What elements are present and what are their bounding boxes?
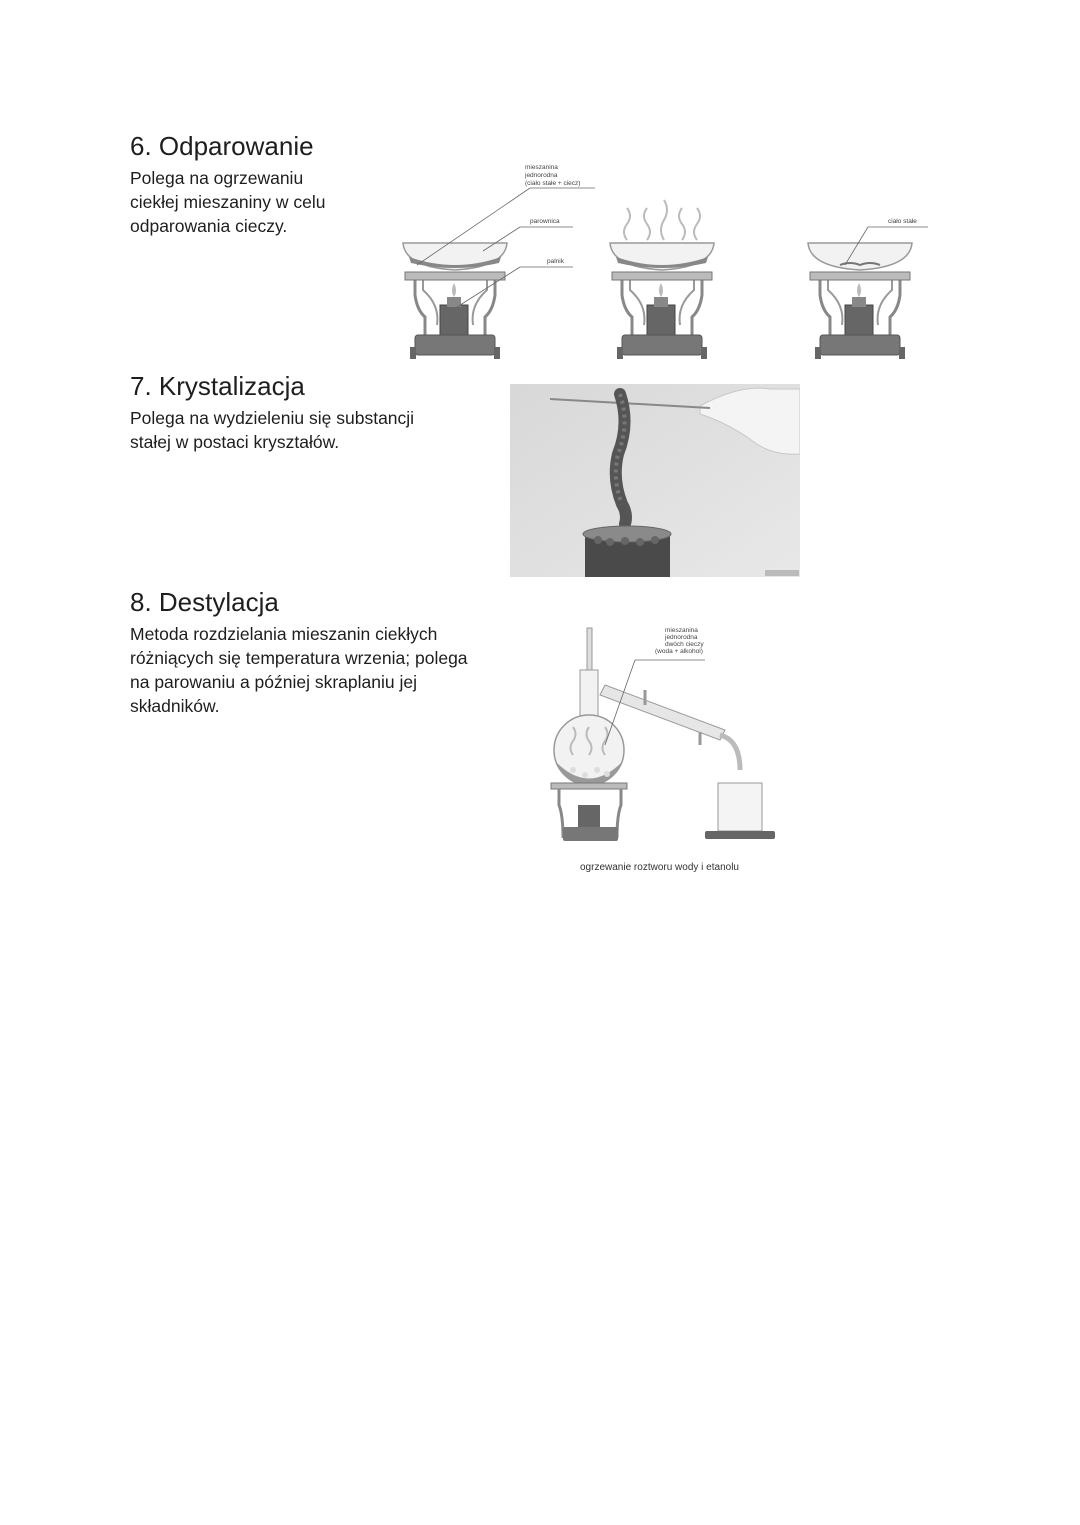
label-line-3: dwóch cieczy — [665, 641, 704, 648]
evaporation-figure — [395, 155, 940, 365]
evaporation-step-3 — [808, 218, 928, 359]
label-mixture-line-1: mieszanina — [525, 164, 558, 171]
section-title: 6. Odparowanie — [130, 131, 314, 161]
label-line-1: mieszanina — [665, 627, 698, 634]
section-text: Polega na wydzieleniu się substancji stałej w postaci kryształów. — [130, 408, 415, 452]
crystallization-photo — [510, 384, 800, 577]
section-evaporation — [130, 130, 326, 238]
section-crystallization — [130, 370, 414, 454]
distillation-caption: ogrzewanie roztworu wody i etanolu — [580, 862, 739, 873]
section-distillation — [130, 586, 468, 718]
label-mixture-line-2: jednorodna — [525, 172, 558, 179]
distillation-figure — [545, 620, 785, 845]
section-title: 8. Destylacja — [130, 587, 279, 617]
label-line-2: jednorodna — [665, 634, 698, 641]
section-text: Metoda rozdzielania mieszanin ciekłych różniących się temperatura wrzenia; polega na parowaniu a później skraplaniu jej składników. — [130, 624, 468, 716]
label-mixture-line-3: (ciało stałe + ciecz) — [525, 180, 581, 187]
label-line-4: (woda + alkohol) — [655, 648, 703, 655]
label-dish: parownica — [530, 218, 560, 225]
label-solid: ciało stałe — [888, 218, 917, 225]
section-text: Polega na ogrzewaniu ciekłej mieszaniny w celu odparowania cieczy. — [130, 168, 326, 236]
label-burner: palnik — [547, 258, 564, 265]
section-title: 7. Krystalizacja — [130, 371, 305, 401]
evaporation-step-1 — [403, 164, 595, 359]
evaporation-step-2 — [610, 200, 714, 359]
